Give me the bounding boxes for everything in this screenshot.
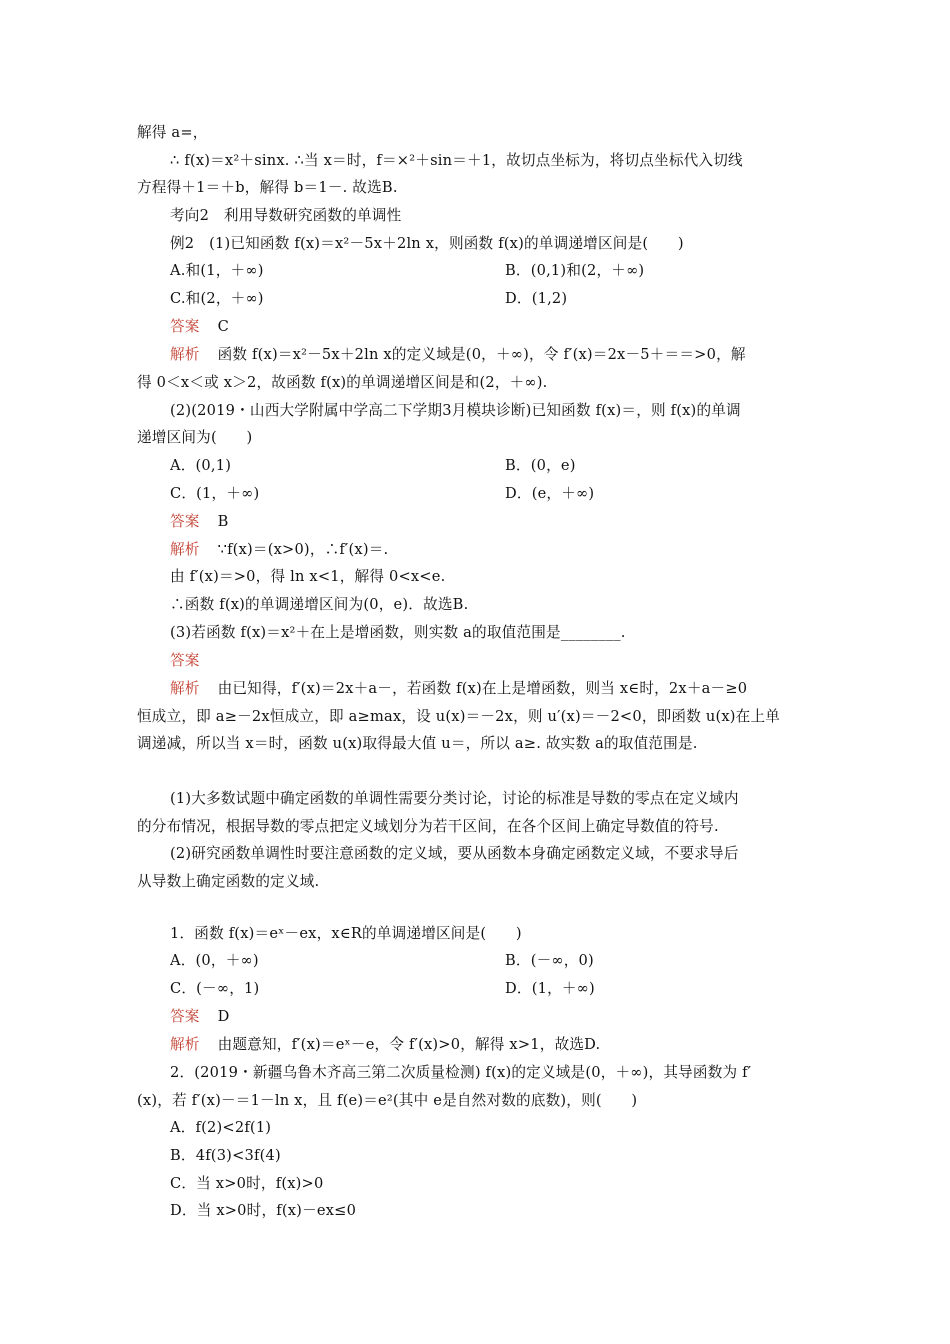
exercise-question: 2．(2019・新疆乌鲁木齐高三第二次质量检测) f(x)的定义域是(0，＋∞)，其导函数为 f′ xyxy=(170,1064,752,1081)
answer-row xyxy=(170,651,218,671)
text-line: 调递减，所以当 x＝时，函数 u(x)取得最大值 u＝，所以 a≥. 故实数 a的取值范围是. xyxy=(137,735,698,752)
option-b: B．(0，e) xyxy=(505,457,576,474)
text-line: 解得 a=， xyxy=(137,124,208,141)
example-question: 例2 (1)已知函数 f(x)＝x²－5x＋2ln x，则函数 f(x)的单调递增区间是( ) xyxy=(170,235,684,252)
answer-label: 答案 xyxy=(170,513,200,530)
analysis-row xyxy=(170,1035,600,1055)
analysis-row xyxy=(170,345,746,365)
tip-text: (1)大多数试题中确定函数的单调性需要分类讨论，讨论的标准是导数的零点在定义域内 xyxy=(170,790,739,807)
analysis-text: 由已知得，f′(x)＝2x＋a－，若函数 f(x)在上是增函数，则当 x∈时，2x＋a－≥0 xyxy=(217,680,748,697)
option-c: C．(－∞，1) xyxy=(170,980,260,997)
analysis-label: 解析 xyxy=(170,680,200,697)
text-line: ∴函数 f(x)的单调递增区间为(0，e)．故选B. xyxy=(170,596,469,613)
example-question: (2)(2019・山西大学附属中学高二下学期3月模块诊断)已知函数 f(x)＝，则 f(x)的单调 xyxy=(170,402,741,419)
analysis-label: 解析 xyxy=(170,541,200,558)
tip-text: 的分布情况，根据导数的零点把定义域划分为若干区间，在各个区间上确定导数值的符号. xyxy=(137,818,719,835)
example-question: (3)若函数 f(x)＝x²＋在上是增函数，则实数 a的取值范围是________. xyxy=(170,624,626,641)
answer-value: B xyxy=(217,513,229,530)
option-d: D．当 x>0时，f(x)－ex≤0 xyxy=(170,1202,357,1219)
option-a: A.和(1，＋∞) xyxy=(170,262,264,279)
answer-value: C xyxy=(217,318,229,335)
section-heading: 考向2 利用导数研究函数的单调性 xyxy=(170,207,402,224)
option-b: B．(－∞，0) xyxy=(505,952,594,969)
analysis-label: 解析 xyxy=(170,346,200,363)
answer-label: 答案 xyxy=(170,652,200,669)
text-line: 恒成立，即 a≥－2x恒成立，即 a≥max，设 u(x)＝－2x，则 u′(x)＝－2<0，即函数 u(x)在上单 xyxy=(137,708,781,725)
option-a: A．(0，＋∞) xyxy=(170,952,259,969)
answer-row xyxy=(170,1007,230,1027)
option-c: C．当 x>0时，f(x)>0 xyxy=(170,1175,324,1192)
option-b: B．(0,1)和(2，＋∞) xyxy=(505,262,645,279)
text-line: ∴ f(x)＝x²＋sinx. ∴当 x＝时，f＝×²＋sin＝＋1，故切点坐标为，将切点坐标代入切线 xyxy=(170,152,743,169)
option-d: D．(1，＋∞) xyxy=(505,980,595,997)
analysis-text: 由题意知，f′(x)＝eˣ－e，令 f′(x)>0，解得 x>1，故选D. xyxy=(217,1036,601,1053)
answer-value: D xyxy=(217,1008,230,1025)
exercise-question: 1．函数 f(x)＝eˣ－ex，x∈R的单调递增区间是( ) xyxy=(170,925,522,942)
answer-label: 答案 xyxy=(170,318,200,335)
option-c: C.和(2，＋∞) xyxy=(170,290,264,307)
answer-label: 答案 xyxy=(170,1008,200,1025)
analysis-row xyxy=(170,540,388,560)
analysis-text: 函数 f(x)＝x²－5x＋2ln x的定义域是(0，＋∞)，令 f′(x)＝2x－5＋＝＝>0，解 xyxy=(217,346,746,363)
tip-text: (2)研究函数单调性时要注意函数的定义域，要从函数本身确定函数定义域，不要求导后 xyxy=(170,845,739,862)
analysis-row xyxy=(170,679,747,699)
answer-row xyxy=(170,317,229,337)
answer-row xyxy=(170,512,229,532)
option-d: D．(1,2) xyxy=(505,290,568,307)
analysis-text: ∵f(x)＝(x>0)，∴f′(x)＝. xyxy=(217,541,389,558)
text-line: 由 f′(x)＝>0，得 ln x<1，解得 0<x<e. xyxy=(170,568,446,585)
option-a: A．f(2)<2f(1) xyxy=(170,1119,272,1136)
tip-text: 从导数上确定函数的定义域. xyxy=(137,873,320,890)
text-line: (x)，若 f′(x)－＝1－ln x，且 f(e)＝e²(其中 e是自然对数的底数)，则( ) xyxy=(137,1092,638,1109)
option-a: A．(0,1) xyxy=(170,457,232,474)
option-b: B．4f(3)<3f(4) xyxy=(170,1147,281,1164)
text-line: 方程得＋1＝＋b，解得 b＝1－. 故选B. xyxy=(137,179,398,196)
text-line: 递增区间为( ) xyxy=(137,429,253,446)
text-line: 得 0＜x＜或 x＞2，故函数 f(x)的单调递增区间是和(2，＋∞). xyxy=(137,374,548,391)
option-d: D．(e，＋∞) xyxy=(505,485,595,502)
option-c: C．(1，＋∞) xyxy=(170,485,260,502)
analysis-label: 解析 xyxy=(170,1036,200,1053)
